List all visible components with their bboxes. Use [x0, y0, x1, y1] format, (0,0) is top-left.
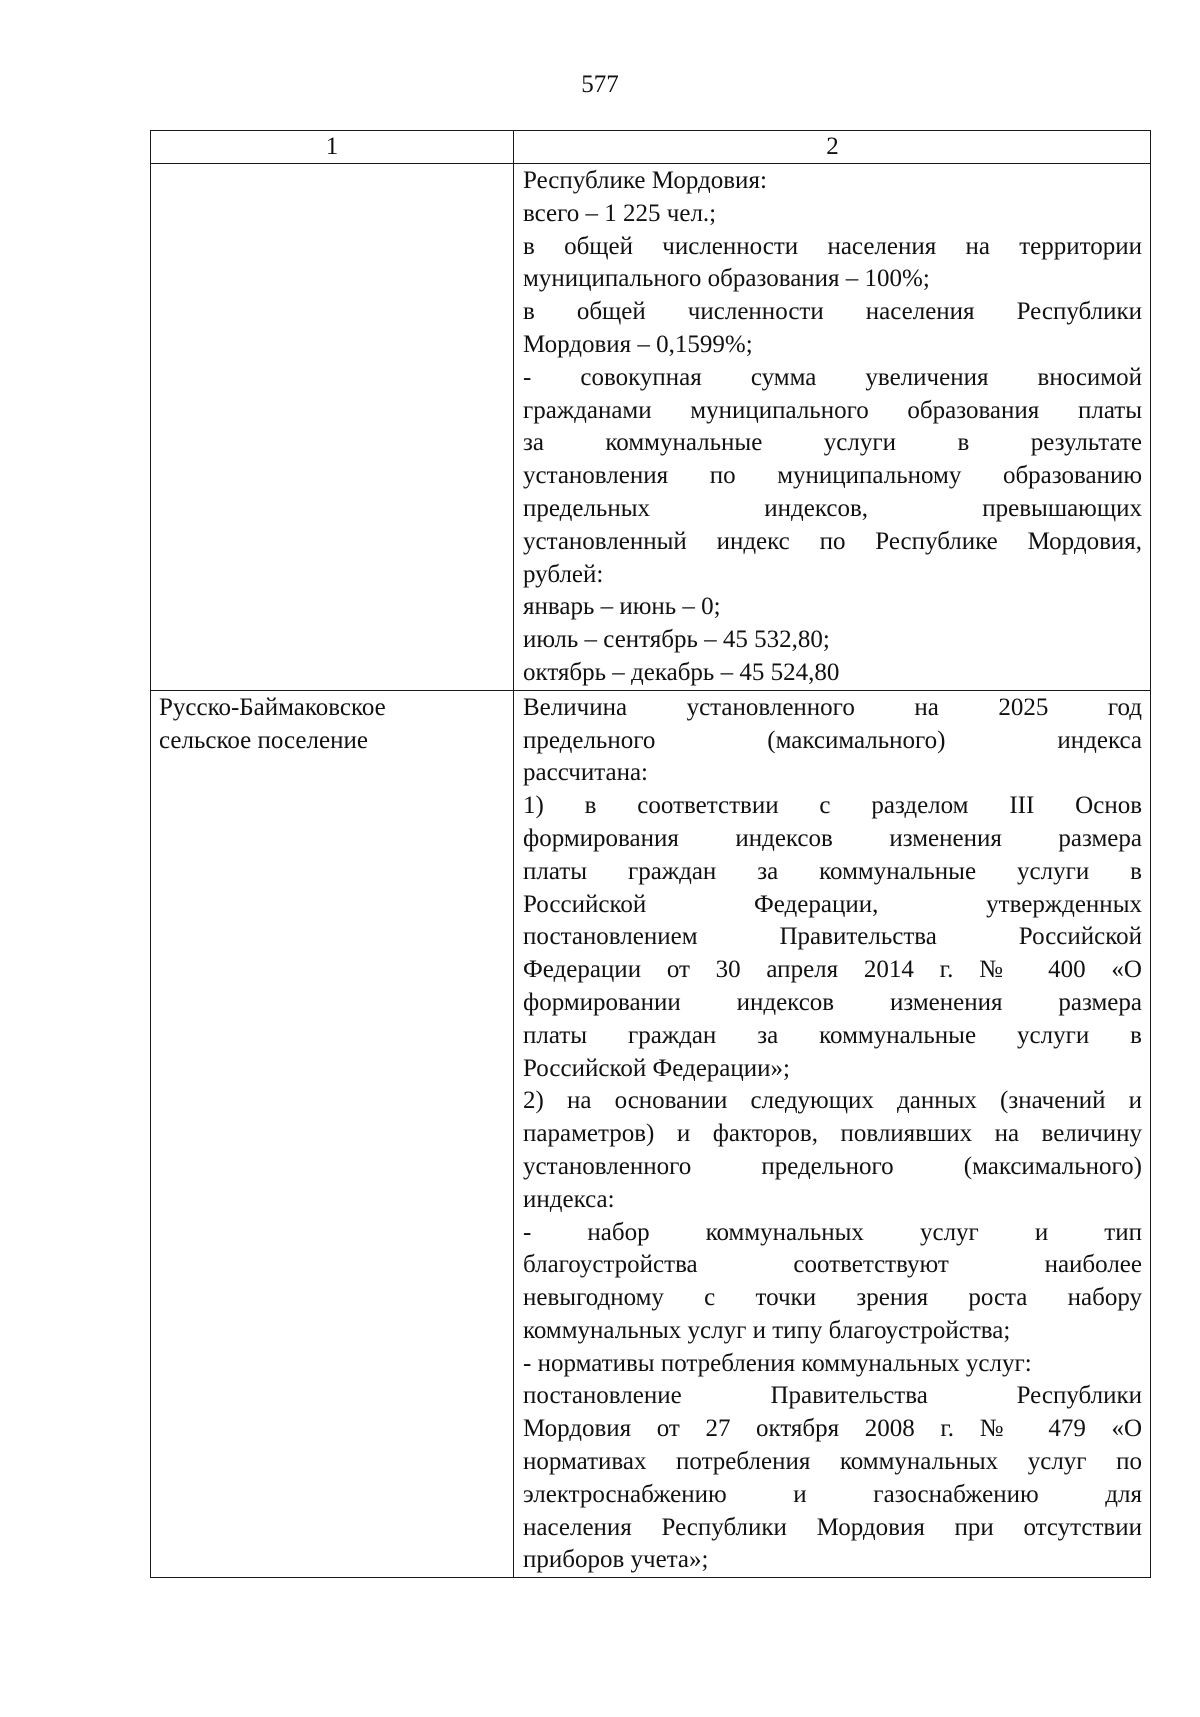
text-line: постановление Правительства Республики	[523, 1382, 1142, 1410]
table-row	[151, 690, 1151, 1578]
text-line: нормативах потребления коммунальных услуг по	[523, 1448, 1142, 1476]
text-line: сельское поселение	[159, 726, 368, 754]
text-line: гражданами муниципального образования платы	[523, 396, 1142, 424]
text-line: приборов учета»;	[523, 1546, 709, 1574]
text-line: 1) в соответствии с разделом III Основ	[523, 792, 1142, 820]
row1-col2-text	[523, 164, 1142, 690]
row1-col1-cell	[151, 164, 514, 691]
table-header-row	[151, 131, 1151, 164]
text-line: Русско-Баймаковское	[159, 693, 386, 721]
row2-col2-text	[523, 691, 1142, 1578]
row2-col1-text	[159, 691, 505, 758]
text-line: - нормативы потребления коммунальных услуг:	[523, 1349, 1032, 1377]
text-line: индекса:	[523, 1185, 615, 1213]
text-line: Российской Федерации»;	[523, 1054, 790, 1082]
text-line: всего – 1 225 чел.;	[523, 199, 717, 227]
text-line: за коммунальные услуги в результате	[523, 429, 1142, 457]
text-line: населения Республики Мордовия при отсутствии	[523, 1513, 1142, 1541]
text-line: в общей численности населения на территории	[523, 232, 1142, 260]
text-line: формировании индексов изменения размера	[523, 988, 1142, 1016]
text-line: платы граждан за коммунальные услуги в	[523, 1021, 1142, 1049]
text-line: 2) на основании следующих данных (значений и	[523, 1087, 1142, 1115]
text-line: рассчитана:	[523, 759, 648, 787]
text-line: октябрь – декабрь – 45 524,80	[523, 658, 840, 686]
text-line: Величина установленного на 2025 год	[523, 693, 1142, 721]
text-line: формирования индексов изменения размера	[523, 824, 1142, 852]
page-number: 577	[581, 71, 619, 98]
row1-col1-text	[159, 164, 505, 165]
text-line: Мордовия от 27 октября 2008 г. № 479 «О	[523, 1415, 1142, 1443]
text-line: установленный индекс по Республике Мордовия,	[523, 527, 1142, 555]
row2-col1-cell	[151, 690, 514, 1578]
text-line: - совокупная сумма увеличения вносимой	[523, 363, 1142, 391]
text-line: Федерации от 30 апреля 2014 г. № 400 «О	[523, 956, 1142, 984]
text-line: коммунальных услуг и типу благоустройства;	[523, 1316, 1011, 1344]
data-table	[150, 130, 1151, 1578]
text-line: платы граждан за коммунальные услуги в	[523, 857, 1142, 885]
table-row	[151, 164, 1151, 691]
text-line: Республике Мордовия:	[523, 167, 767, 194]
text-line: январь – июнь – 0;	[523, 593, 721, 621]
text-line: рублей:	[523, 560, 604, 588]
text-line: электроснабжению и газоснабжению для	[523, 1480, 1142, 1508]
text-line: в общей численности населения Республики	[523, 298, 1142, 326]
text-line: предельных индексов, превышающих	[523, 494, 1142, 522]
row1-col2-cell	[514, 164, 1151, 691]
text-line: установления по муниципальному образованию	[523, 462, 1142, 490]
text-line: Российской Федерации, утвержденных	[523, 890, 1142, 918]
header-col-2: 2	[514, 131, 1151, 164]
text-line: предельного (максимального) индекса	[523, 726, 1142, 754]
text-line: постановлением Правительства Российской	[523, 923, 1142, 951]
text-line: благоустройства соответствуют наиболее	[523, 1251, 1142, 1279]
text-line: июль – сентябрь – 45 532,80;	[523, 626, 830, 654]
text-line: - набор коммунальных услуг и тип	[523, 1218, 1142, 1246]
text-line: установленного предельного (максимального)	[523, 1152, 1142, 1180]
row2-col2-cell	[514, 690, 1151, 1578]
text-line: муниципального образования – 100%;	[523, 265, 930, 293]
text-line: невыгодному с точки зрения роста набору	[523, 1284, 1142, 1312]
text-line: параметров) и факторов, повлиявших на величину	[523, 1120, 1142, 1148]
header-col-1: 1	[151, 131, 514, 164]
text-line: Мордовия – 0,1599%;	[523, 330, 753, 358]
